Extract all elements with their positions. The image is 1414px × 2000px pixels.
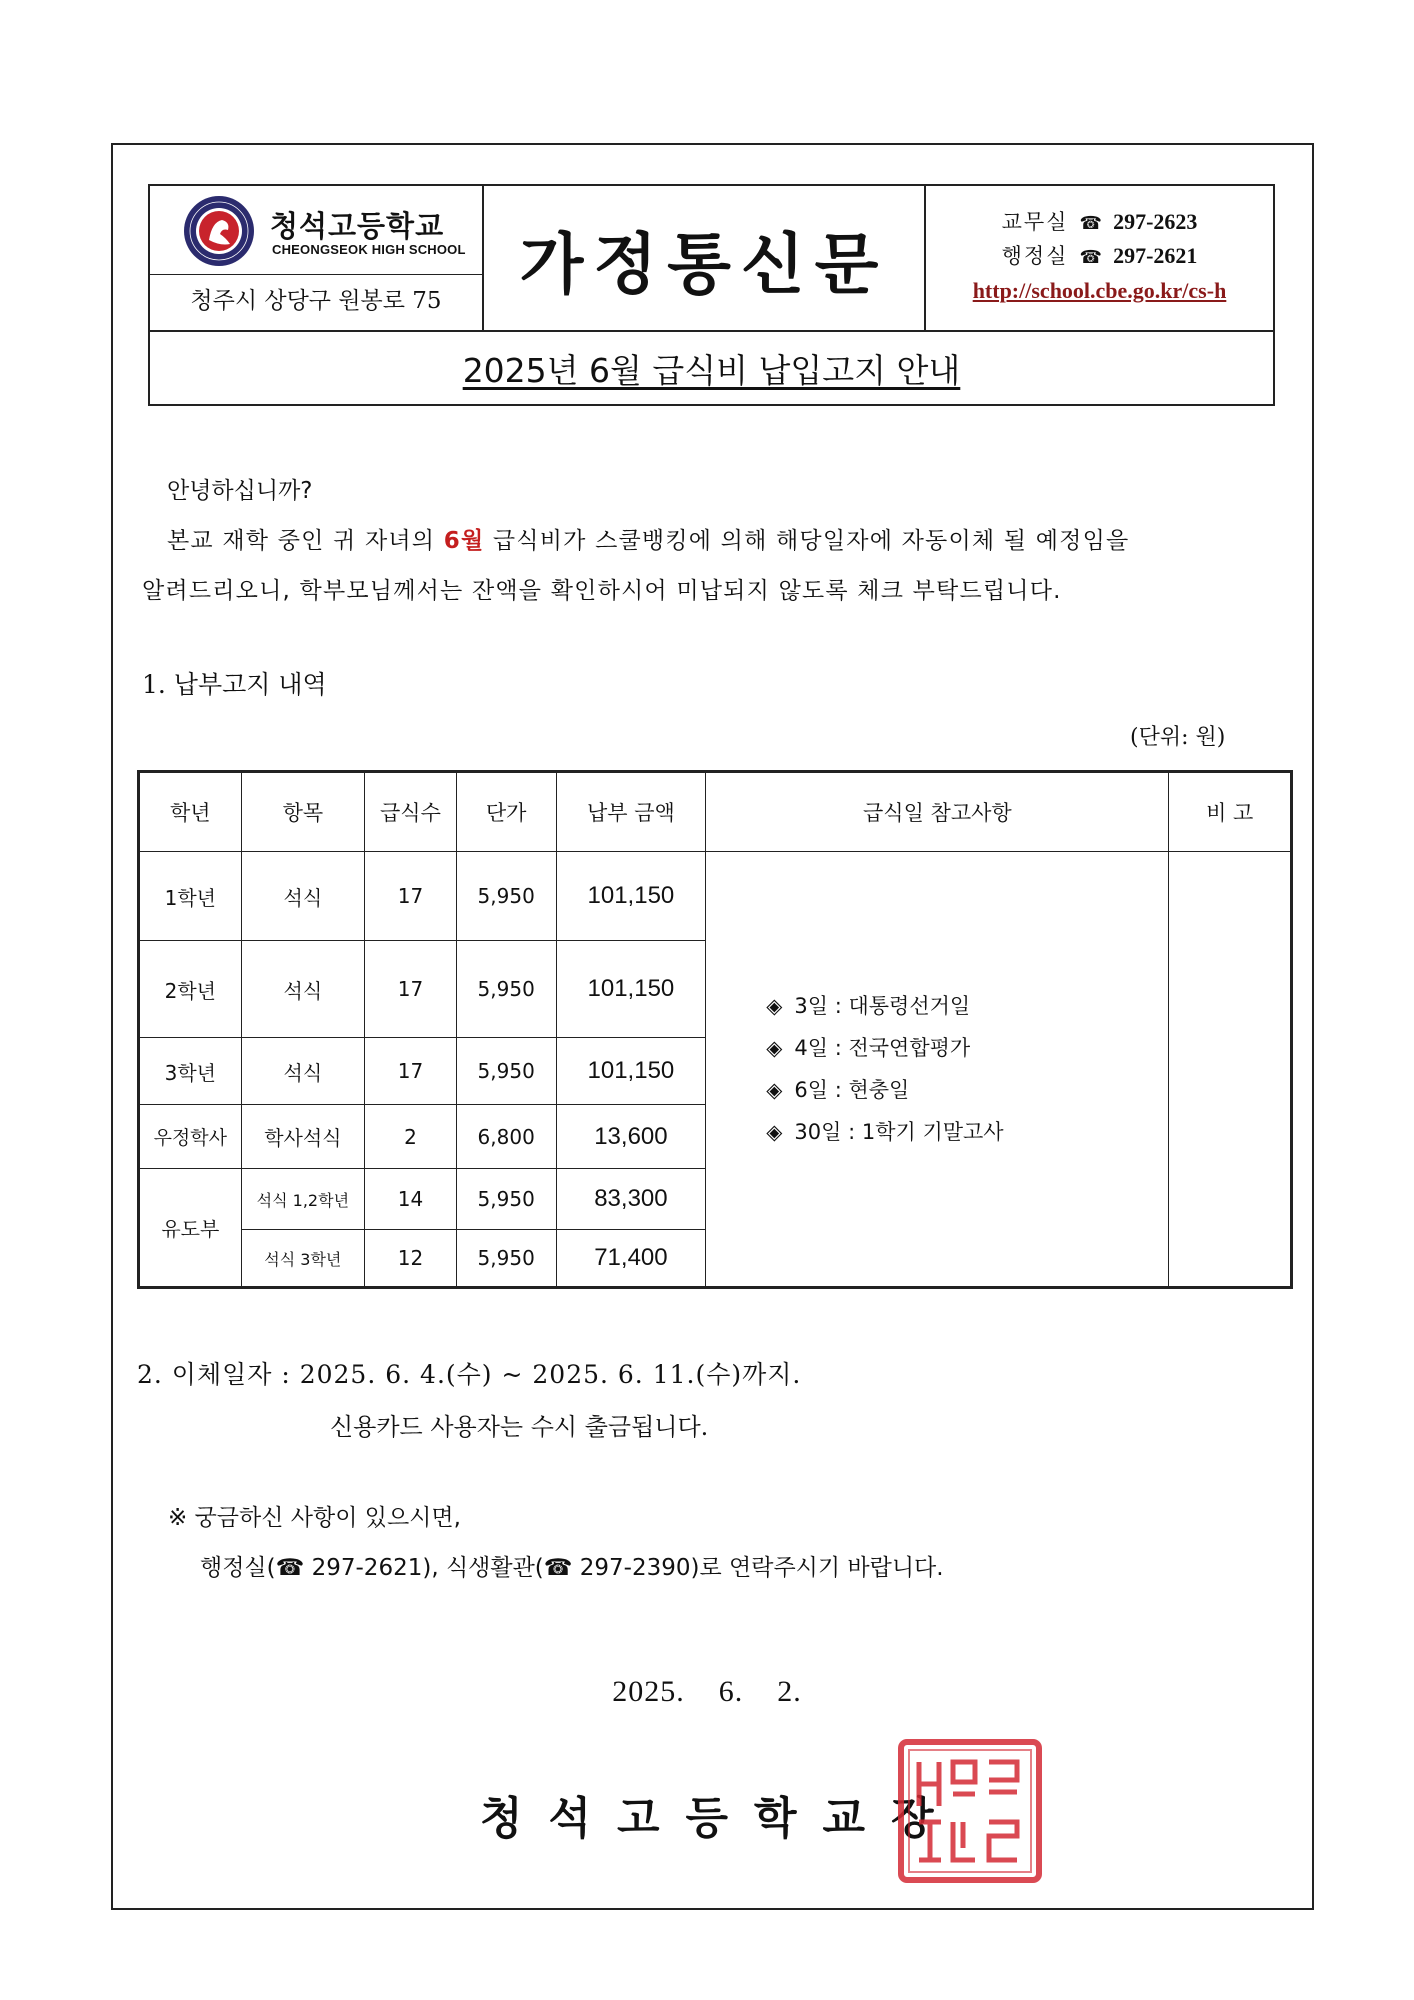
school-name-en: CHEONGSEOK HIGH SCHOOL xyxy=(272,242,466,257)
note-item xyxy=(766,1069,1168,1111)
contact-note-line-1: ※ 궁금하신 사항이 있으시면, xyxy=(168,1505,461,1531)
cell-price: 5,950 xyxy=(456,941,556,1038)
cell-count: 12 xyxy=(365,1230,457,1288)
cell-price: 6,800 xyxy=(456,1105,556,1169)
cell-grade: 3학년 xyxy=(139,1038,242,1105)
contact-line-admin xyxy=(926,240,1273,270)
cell-item: 석식 xyxy=(241,941,365,1038)
cell-grade: 우정학사 xyxy=(139,1105,242,1169)
note-item xyxy=(766,985,1168,1027)
notice-title: 2025년 6월 급식비 납입고지 안내 xyxy=(462,350,961,390)
cell-amount: 13,600 xyxy=(556,1105,706,1169)
phone-icon: ☎ xyxy=(1079,213,1102,234)
cell-price: 5,950 xyxy=(456,1038,556,1105)
letterhead xyxy=(148,184,1275,406)
cell-amount: 101,150 xyxy=(556,852,706,941)
school-emblem-icon xyxy=(182,194,256,268)
school-url-link[interactable]: http://school.cbe.go.kr/cs-h xyxy=(972,278,1227,303)
intro-line-2: 알려드리오니, 학부모님께서는 잔액을 확인하시어 미납되지 않도록 체크 부탁드립니다. xyxy=(142,578,1062,604)
phone-icon: ☎ xyxy=(275,1555,305,1581)
contact-phone: 297-2621 xyxy=(1113,243,1198,268)
phone-icon: ☎ xyxy=(1079,247,1102,268)
col-header: 항목 xyxy=(241,772,365,852)
diamond-bullet-icon: ◈ xyxy=(766,1120,783,1144)
note-text: 30일 : 1학기 기말고사 xyxy=(794,1120,1004,1144)
diamond-bullet-icon: ◈ xyxy=(766,1036,783,1060)
note-text: ), 식생활관( xyxy=(422,1555,544,1581)
table-header-row xyxy=(139,772,1292,852)
cell-item: 학사석식 xyxy=(241,1105,365,1169)
col-header: 비 고 xyxy=(1169,772,1292,852)
intro-text: 급식비가 스쿨뱅킹에 의해 해당일자에 자동이체 될 예정임을 xyxy=(484,528,1130,554)
cell-price: 5,950 xyxy=(456,852,556,941)
notice-title-box xyxy=(150,330,1273,404)
cell-grade: 2학년 xyxy=(139,941,242,1038)
cell-amount: 101,150 xyxy=(556,941,706,1038)
contact-label: 행정실 xyxy=(1001,244,1069,268)
col-header: 급식수 xyxy=(365,772,457,852)
intro-text: 본교 재학 중인 귀 자녀의 xyxy=(167,528,444,554)
greeting: 안녕하십니까? xyxy=(167,478,313,504)
contact-box xyxy=(926,186,1273,330)
note-text: 4일 : 전국연합평가 xyxy=(794,1036,971,1060)
col-header: 급식일 참고사항 xyxy=(706,772,1169,852)
note-text: 6일 : 현충일 xyxy=(794,1078,910,1102)
cell-grade: 유도부 xyxy=(139,1169,242,1288)
col-header: 학년 xyxy=(139,772,242,852)
section-2-title: 2. 이체일자 : 2025. 6. 4.(수) ~ 2025. 6. 11.(수)까지. xyxy=(137,1360,802,1389)
diamond-bullet-icon: ◈ xyxy=(766,994,783,1018)
contact-note-line-2 xyxy=(200,1552,944,1584)
cell-item: 석식 xyxy=(241,852,365,941)
highlight-month: 6월 xyxy=(443,528,485,554)
school-address: 청주시 상당구 원봉로 75 xyxy=(190,288,442,314)
remarks-cell xyxy=(1169,852,1292,1288)
school-info-box xyxy=(150,186,484,330)
cell-amount: 101,150 xyxy=(556,1038,706,1105)
fee-table xyxy=(137,770,1293,1289)
school-logo-row xyxy=(150,186,482,275)
diamond-bullet-icon: ◈ xyxy=(766,1078,783,1102)
note-phone: 297-2621 xyxy=(304,1555,423,1581)
issue-date: 2025. 6. 2. xyxy=(612,1675,802,1708)
note-item xyxy=(766,1027,1168,1069)
col-header: 단가 xyxy=(456,772,556,852)
contact-label: 교무실 xyxy=(1001,210,1069,234)
note-text: 3일 : 대통령선거일 xyxy=(794,994,971,1018)
official-seal-icon xyxy=(897,1738,1043,1884)
note-text: 행정실( xyxy=(200,1555,276,1581)
cell-item: 석식 xyxy=(241,1038,365,1105)
cell-amount: 71,400 xyxy=(556,1230,706,1288)
doc-type-title: 가정통신문 xyxy=(519,225,889,303)
unit-label: (단위: 원) xyxy=(1130,725,1226,750)
cell-count: 17 xyxy=(365,941,457,1038)
signer-name: 청석고등학교장 xyxy=(480,1793,960,1844)
col-header: 납부 금액 xyxy=(556,772,706,852)
school-name-ko: 청석고등학교 xyxy=(270,209,445,243)
meal-notes xyxy=(706,852,1169,1288)
cell-count: 17 xyxy=(365,852,457,941)
cell-grade: 1학년 xyxy=(139,852,242,941)
contact-line-academic xyxy=(926,206,1273,236)
cell-count: 17 xyxy=(365,1038,457,1105)
cell-count: 2 xyxy=(365,1105,457,1169)
cell-price: 5,950 xyxy=(456,1169,556,1230)
cell-item: 석식 3학년 xyxy=(241,1230,365,1288)
section-1-title: 1. 납부고지 내역 xyxy=(142,670,327,699)
cell-count: 14 xyxy=(365,1169,457,1230)
doc-type-box xyxy=(484,186,926,330)
contact-phone: 297-2623 xyxy=(1113,209,1198,234)
table-row xyxy=(139,852,1292,941)
note-item xyxy=(766,1111,1168,1153)
cell-price: 5,950 xyxy=(456,1230,556,1288)
section-2-sub: 신용카드 사용자는 수시 출금됩니다. xyxy=(330,1413,709,1441)
phone-icon: ☎ xyxy=(543,1555,573,1581)
note-phone: 297-2390 xyxy=(572,1555,691,1581)
note-text: )로 연락주시기 바랍니다. xyxy=(690,1555,944,1581)
cell-amount: 83,300 xyxy=(556,1169,706,1230)
cell-item: 석식 1,2학년 xyxy=(241,1169,365,1230)
intro-line-1 xyxy=(167,525,1129,557)
